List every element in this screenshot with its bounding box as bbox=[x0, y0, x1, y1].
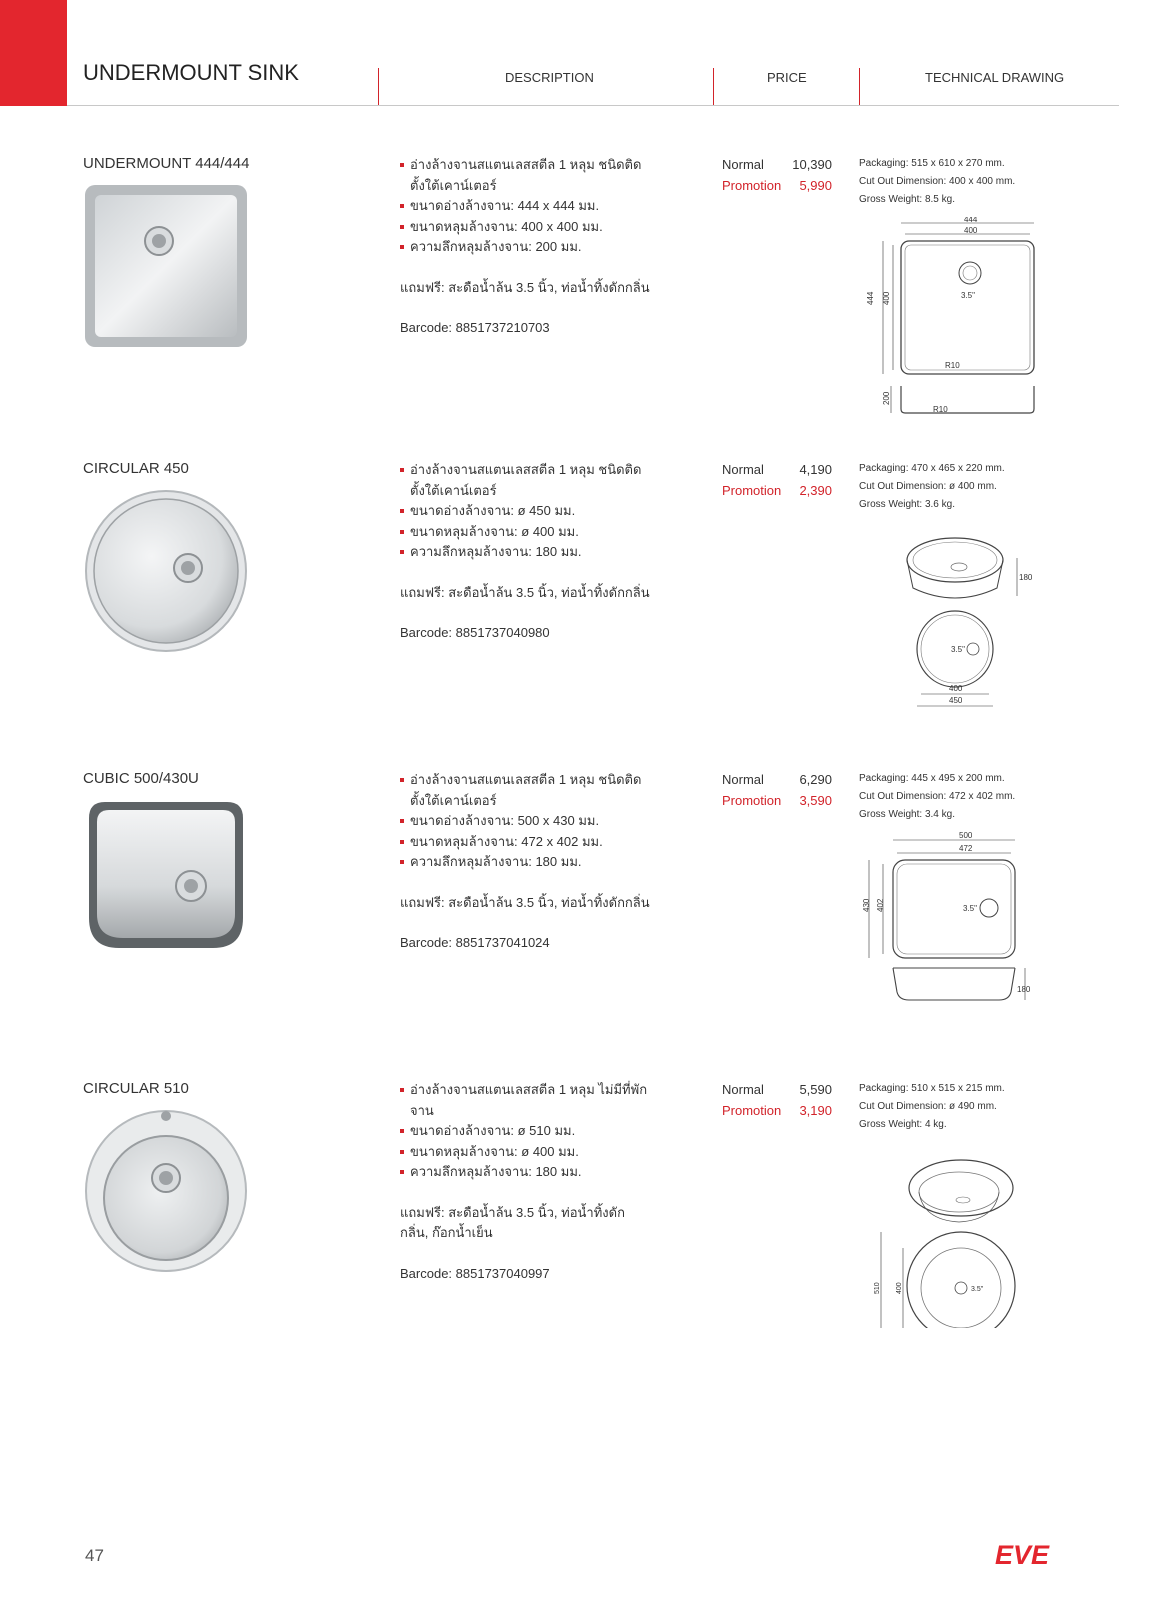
promo-price: 5,990 bbox=[799, 177, 832, 193]
dim-inner-height: 400 bbox=[882, 291, 891, 305]
promo-label: Promotion bbox=[722, 177, 782, 193]
spec-bullet: อ่างล้างจานสแตนเลสสตีล 1 หลุม ชนิดติดตั้งใต้เคาน์เตอร์ bbox=[400, 770, 650, 811]
dim-outer-diameter: 510 bbox=[874, 1282, 881, 1294]
gross-weight: Gross Weight: 4 kg. bbox=[859, 1119, 947, 1130]
promo-label: Promotion bbox=[722, 1102, 782, 1118]
product-name: UNDERMOUNT 444/444 bbox=[83, 155, 250, 172]
price-block bbox=[722, 1080, 832, 1121]
spec-bullet: ความลึกหลุมล้างจาน: 200 มม. bbox=[400, 237, 650, 258]
tech-specs bbox=[859, 460, 1079, 514]
promo-price: 3,190 bbox=[799, 1102, 832, 1118]
spec-bullet: ขนาดหลุมล้างจาน: 400 x 400 มม. bbox=[400, 217, 650, 238]
dim-outer-diameter: 450 bbox=[949, 696, 963, 705]
header-divider bbox=[713, 68, 714, 106]
normal-price: 6,290 bbox=[799, 772, 832, 787]
spec-bullet: ขนาดหลุมล้างจาน: ø 400 มม. bbox=[400, 522, 650, 543]
barcode: Barcode: 8851737041024 bbox=[400, 935, 550, 950]
eve-logo bbox=[993, 1539, 1073, 1569]
col-price-heading: PRICE bbox=[767, 70, 807, 85]
tech-specs bbox=[859, 1080, 1079, 1134]
product-name: CIRCULAR 450 bbox=[83, 460, 189, 477]
spec-bullet: ขนาดอ่างล้างจาน: ø 450 มม. bbox=[400, 501, 650, 522]
dim-radius: R10 bbox=[933, 405, 948, 414]
dim-depth: 180 bbox=[1019, 573, 1033, 582]
product-description bbox=[400, 770, 650, 954]
gross-weight: Gross Weight: 8.5 kg. bbox=[859, 194, 955, 205]
packaging: Packaging: 515 x 610 x 270 mm. bbox=[859, 158, 1005, 169]
packaging: Packaging: 445 x 495 x 200 mm. bbox=[859, 773, 1005, 784]
dim-drain: 3.5" bbox=[951, 645, 965, 654]
free-gift: แถมฟรี: สะดือน้ำล้น 3.5 นิ้ว, ท่อน้ำทิ้งดักกลิ่น bbox=[400, 584, 650, 600]
promo-label: Promotion bbox=[722, 792, 782, 808]
product-name: CUBIC 500/430U bbox=[83, 770, 199, 787]
spec-bullet: ขนาดหลุมล้างจาน: 472 x 402 มม. bbox=[400, 832, 650, 853]
dim-outer-height: 430 bbox=[862, 898, 871, 912]
normal-label: Normal bbox=[722, 462, 764, 477]
header-red-bar bbox=[0, 0, 67, 106]
barcode: Barcode: 8851737040997 bbox=[400, 1265, 550, 1281]
spec-bullet: ความลึกหลุมล้างจาน: 180 มม. bbox=[400, 542, 650, 563]
gross-weight: Gross Weight: 3.4 kg. bbox=[859, 809, 955, 820]
spec-bullet: ขนาดอ่างล้างจาน: 500 x 430 มม. bbox=[400, 811, 650, 832]
normal-label: Normal bbox=[722, 157, 764, 172]
dim-depth: 180 bbox=[1017, 985, 1031, 994]
dim-depth: 200 bbox=[882, 391, 891, 405]
spec-bullet: อ่างล้างจานสแตนเลสสตีล 1 หลุม ไม่มีที่พักจาน bbox=[400, 1080, 650, 1121]
dim-inner-height: 402 bbox=[876, 898, 885, 912]
free-gift: แถมฟรี: สะดือน้ำล้น 3.5 นิ้ว, ท่อน้ำทิ้งดักกลิ่น bbox=[400, 894, 650, 910]
gross-weight: Gross Weight: 3.6 kg. bbox=[859, 499, 955, 510]
technical-drawing bbox=[859, 832, 1049, 1032]
promo-price: 2,390 bbox=[799, 482, 832, 498]
free-gift: แถมฟรี: สะดือน้ำล้น 3.5 นิ้ว, ท่อน้ำทิ้งดักกลิ่น bbox=[400, 279, 650, 295]
dim-inner-diameter: 400 bbox=[949, 684, 963, 693]
spec-bullet: อ่างล้างจานสแตนเลสสตีล 1 หลุม ชนิดติดตั้งใต้เคาน์เตอร์ bbox=[400, 460, 650, 501]
price-block bbox=[722, 460, 832, 501]
sink-photo bbox=[83, 183, 249, 349]
spec-bullet: ความลึกหลุมล้างจาน: 180 มม. bbox=[400, 852, 650, 873]
barcode: Barcode: 8851737210703 bbox=[400, 320, 550, 335]
dim-outer-width: 500 bbox=[959, 832, 973, 840]
brand-logo-text: EVE bbox=[995, 1540, 1050, 1569]
normal-label: Normal bbox=[722, 1082, 764, 1097]
spec-bullet: ความลึกหลุมล้างจาน: 180 มม. bbox=[400, 1162, 650, 1183]
cutout-dimension: Cut Out Dimension: 400 x 400 mm. bbox=[859, 176, 1016, 187]
dim-outer-height: 444 bbox=[866, 291, 875, 305]
dim-drain: 3.5" bbox=[961, 291, 975, 300]
normal-price: 10,390 bbox=[792, 157, 832, 172]
sink-photo bbox=[83, 1108, 249, 1274]
cutout-dimension: Cut Out Dimension: ø 400 mm. bbox=[859, 481, 997, 492]
dim-inner-width: 400 bbox=[964, 226, 978, 235]
free-gift: แถมฟรี: สะดือน้ำล้น 3.5 นิ้ว, ท่อน้ำทิ้งดักกลิ่น, ก๊อกน้ำเย็น bbox=[400, 1204, 625, 1240]
barcode: Barcode: 8851737040980 bbox=[400, 625, 550, 640]
spec-bullet: ขนาดหลุมล้างจาน: ø 400 มม. bbox=[400, 1142, 650, 1163]
dim-radius: R10 bbox=[945, 361, 960, 370]
tech-specs bbox=[859, 770, 1079, 824]
dim-drain: 3.5" bbox=[963, 904, 977, 913]
product-description bbox=[400, 155, 650, 339]
technical-drawing bbox=[859, 217, 1049, 417]
cutout-dimension: Cut Out Dimension: ø 490 mm. bbox=[859, 1101, 997, 1112]
promo-label: Promotion bbox=[722, 482, 782, 498]
technical-drawing bbox=[859, 1148, 1049, 1328]
page-title: UNDERMOUNT SINK bbox=[83, 60, 299, 85]
price-block bbox=[722, 155, 832, 196]
promo-price: 3,590 bbox=[799, 792, 832, 808]
spec-bullet: ขนาดอ่างล้างจาน: ø 510 มม. bbox=[400, 1121, 650, 1142]
technical-drawing bbox=[859, 528, 1049, 728]
page-number: 47 bbox=[85, 1546, 104, 1565]
normal-price: 5,590 bbox=[799, 1082, 832, 1097]
tech-specs bbox=[859, 155, 1079, 209]
packaging: Packaging: 510 x 515 x 215 mm. bbox=[859, 1083, 1005, 1094]
sink-photo bbox=[83, 798, 249, 964]
spec-bullet: ขนาดอ่างล้างจาน: 444 x 444 มม. bbox=[400, 196, 650, 217]
packaging: Packaging: 470 x 465 x 220 mm. bbox=[859, 463, 1005, 474]
col-drawing-heading: TECHNICAL DRAWING bbox=[925, 70, 1065, 85]
normal-price: 4,190 bbox=[799, 462, 832, 477]
product-description bbox=[400, 1080, 650, 1284]
header-divider bbox=[378, 68, 379, 106]
sink-photo bbox=[83, 488, 249, 654]
cutout-dimension: Cut Out Dimension: 472 x 402 mm. bbox=[859, 791, 1016, 802]
dim-outer-width: 444 bbox=[964, 217, 978, 224]
product-name: CIRCULAR 510 bbox=[83, 1080, 189, 1097]
col-description-heading: DESCRIPTION bbox=[505, 70, 594, 85]
normal-label: Normal bbox=[722, 772, 764, 787]
product-description bbox=[400, 460, 650, 644]
spec-bullet: อ่างล้างจานสแตนเลสสตีล 1 หลุม ชนิดติดตั้งใต้เคาน์เตอร์ bbox=[400, 155, 650, 196]
dim-drain: 3.5" bbox=[971, 1286, 984, 1293]
header-divider bbox=[859, 68, 860, 106]
dim-inner-diameter: 400 bbox=[896, 1282, 903, 1294]
price-block bbox=[722, 770, 832, 811]
header-rule bbox=[67, 105, 1119, 106]
dim-inner-width: 472 bbox=[959, 844, 973, 853]
